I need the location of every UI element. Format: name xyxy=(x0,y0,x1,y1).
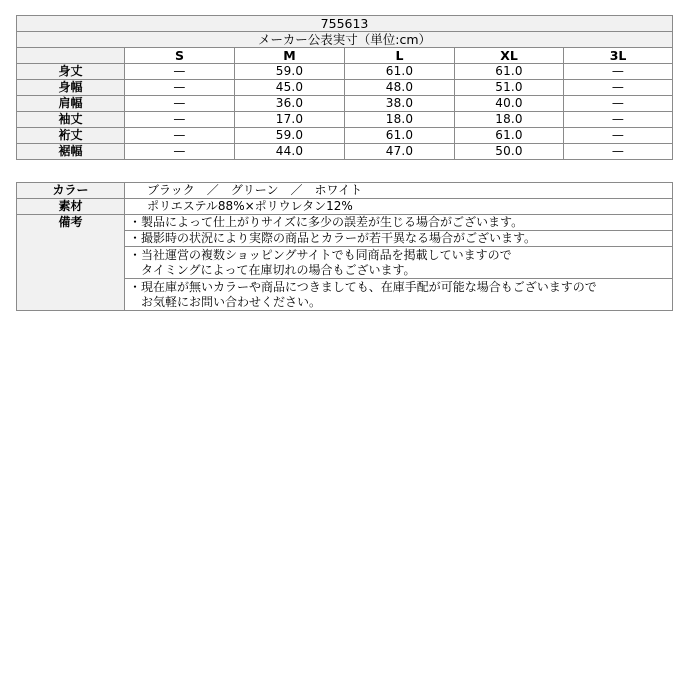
measurement-value: — xyxy=(564,96,673,112)
color-label: カラー xyxy=(17,183,125,199)
measurement-value: — xyxy=(564,144,673,160)
measurement-value: 18.0 xyxy=(345,112,455,128)
measurement-row xyxy=(17,80,673,96)
size-column-header: M xyxy=(235,48,345,64)
measurement-value: — xyxy=(564,112,673,128)
measurement-value: 59.0 xyxy=(235,64,345,80)
size-column-header: XL xyxy=(455,48,564,64)
notes-row-0 xyxy=(17,215,673,231)
measurement-row xyxy=(17,112,673,128)
note-line: ・製品によって仕上がりサイズに多少の誤差が生じる場合がございます。 xyxy=(129,215,524,229)
note-line: ・現在庫が無いカラーや商品につきましても、在庫手配が可能な場合もございますので xyxy=(129,279,597,294)
color-value: ブラック ／ グリーン ／ ホワイト xyxy=(125,183,673,199)
measurement-value: — xyxy=(564,64,673,80)
material-row xyxy=(17,199,673,215)
measurement-value: 50.0 xyxy=(455,144,564,160)
measurement-row xyxy=(17,64,673,80)
measurement-row xyxy=(17,144,673,160)
measurement-value: 61.0 xyxy=(345,128,455,144)
measurement-value: 40.0 xyxy=(455,96,564,112)
measurement-value: 44.0 xyxy=(235,144,345,160)
size-table xyxy=(16,15,673,160)
measurement-value: 48.0 xyxy=(345,80,455,96)
size-table-subtitle: メーカー公表実寸（単位:cm） xyxy=(17,32,673,48)
size-header-row xyxy=(17,48,673,64)
measurement-row xyxy=(17,96,673,112)
note-item xyxy=(125,247,673,279)
measurement-value: 45.0 xyxy=(235,80,345,96)
notes-label: 備考 xyxy=(17,215,125,311)
measurement-label: 肩幅 xyxy=(17,96,125,112)
measurement-value: 59.0 xyxy=(235,128,345,144)
measurement-value: 17.0 xyxy=(235,112,345,128)
measurement-value: — xyxy=(564,80,673,96)
measurement-value: 36.0 xyxy=(235,96,345,112)
material-label: 素材 xyxy=(17,199,125,215)
size-column-header: S xyxy=(125,48,235,64)
measurement-value: — xyxy=(564,128,673,144)
note-item xyxy=(125,215,673,231)
color-row xyxy=(17,183,673,199)
size-column-header: L xyxy=(345,48,455,64)
note-line: ・当社運営の複数ショッピングサイトでも同商品を掲載していますので xyxy=(129,247,512,262)
measurement-value: — xyxy=(125,128,235,144)
measurement-value: — xyxy=(125,144,235,160)
measurement-value: 61.0 xyxy=(455,128,564,144)
measurement-value: 61.0 xyxy=(455,64,564,80)
measurement-label: 袖丈 xyxy=(17,112,125,128)
measurement-value: — xyxy=(125,112,235,128)
measurement-value: 18.0 xyxy=(455,112,564,128)
note-item xyxy=(125,231,673,247)
product-code: 755613 xyxy=(17,16,673,32)
note-line: お気軽にお問い合わせください。 xyxy=(141,294,322,309)
measurement-label: 身幅 xyxy=(17,80,125,96)
corner-cell xyxy=(17,48,125,64)
measurement-value: — xyxy=(125,96,235,112)
note-item xyxy=(125,279,673,311)
measurement-value: 47.0 xyxy=(345,144,455,160)
measurement-label: 裄丈 xyxy=(17,128,125,144)
measurement-value: 38.0 xyxy=(345,96,455,112)
measurement-value: 51.0 xyxy=(455,80,564,96)
measurement-label: 裾幅 xyxy=(17,144,125,160)
measurement-value: 61.0 xyxy=(345,64,455,80)
material-value: ポリエステル88%×ポリウレタン12% xyxy=(125,199,673,215)
measurement-value: — xyxy=(125,64,235,80)
spec-table xyxy=(16,182,673,311)
note-line: タイミングによって在庫切れの場合もございます。 xyxy=(141,262,416,277)
note-line: ・撮影時の状況により実際の商品とカラーが若干異なる場合がございます。 xyxy=(129,231,537,245)
measurement-value: — xyxy=(125,80,235,96)
measurement-row xyxy=(17,128,673,144)
size-column-header: 3L xyxy=(564,48,673,64)
measurement-label: 身丈 xyxy=(17,64,125,80)
